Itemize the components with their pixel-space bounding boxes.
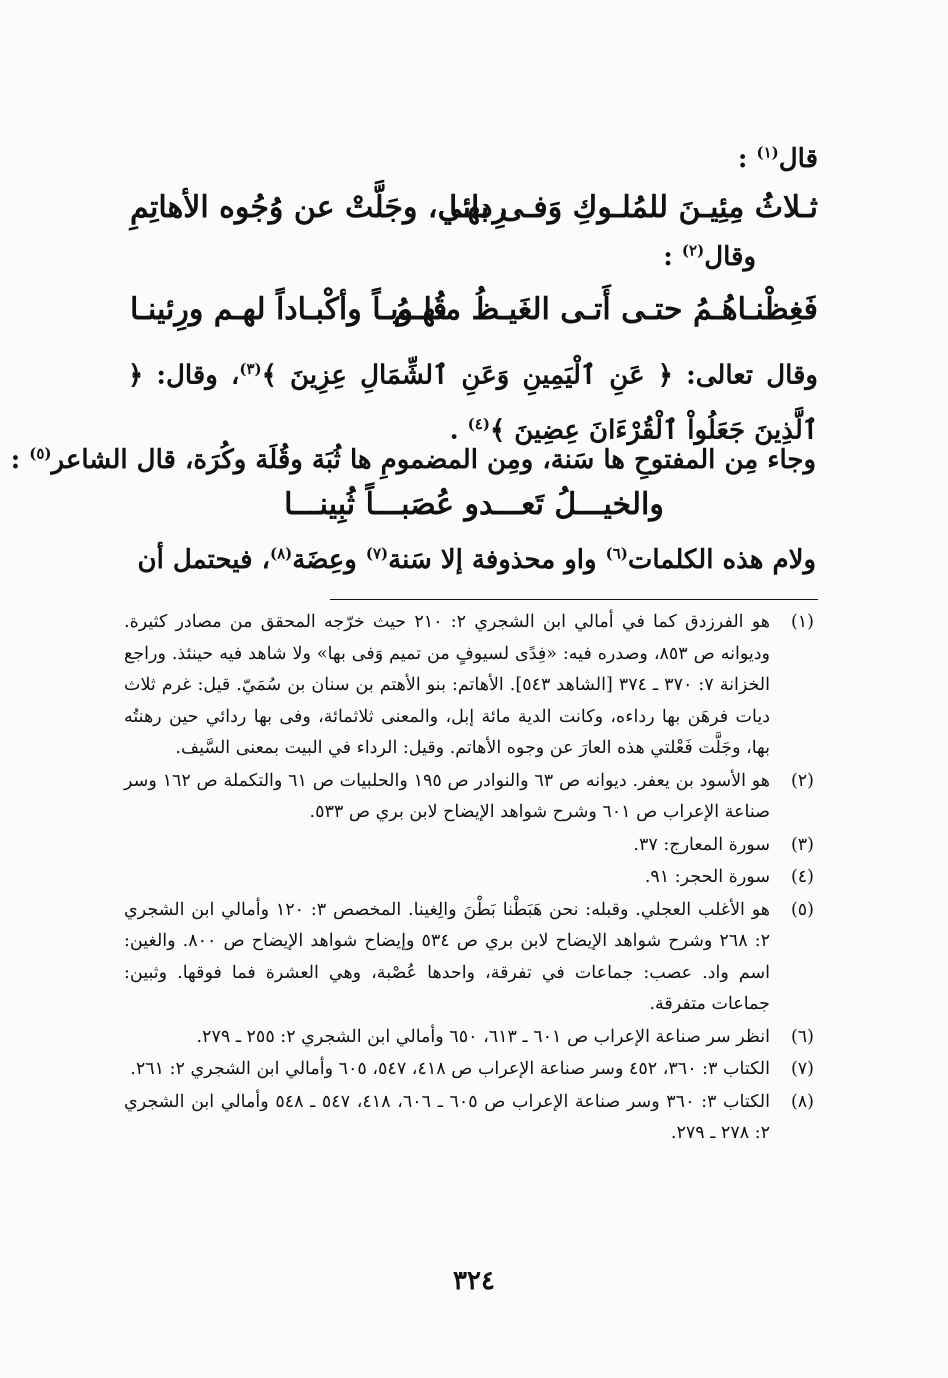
quran-tail: . bbox=[449, 415, 468, 446]
paragraph-1 bbox=[11, 444, 816, 477]
footnote-number: (٣) bbox=[790, 834, 814, 855]
footnote bbox=[124, 830, 814, 862]
footnote-number: (٤) bbox=[790, 867, 814, 887]
quran-text-a: وقال تعالى: ﴿ عَنِ ٱلْيَمِينِ وَعَنِ ٱلشِّمَالِ عِزِينَ ﴾ bbox=[261, 360, 818, 391]
footnote bbox=[124, 1087, 814, 1150]
footnote-ref: (٦) bbox=[605, 544, 628, 563]
verse-3 bbox=[0, 487, 948, 522]
footnote-number: (٧) bbox=[790, 1059, 814, 1079]
footnote-text: هو الفرزدق كما في أمالي ابن الشجري ٢: ٢١٠ حيث خرّجه المحقق من مصادر كثيرة. وديوانه ص ٨٥٣، وصدره فيه: «فِدًى لسيوفٍ من تميم وَفى بها» ولا شاهد فيه حينئذ. وراجع الخزانة ٧: ٣٧٠ ـ ٣٧٤ [الشاهد ٥٤٣]. الأهاتم: بنو الأهتم بن سنان بن سُمَيّ. قيل: غرم ثلاث ديات فرهَن بها رداءه، وكانت الدية مائة إبل، والمعنى ثلاثمائة، وفى بها ردائي حين رهنتُه بها، وجَلَّت فَعْلتي هذه العارَ عن وجوه الأهاتم. وقيل: الرداء في البيت بمعنى السَّيف. bbox=[124, 612, 771, 758]
intro-tail: : bbox=[663, 242, 682, 272]
paragraph-2 bbox=[138, 544, 816, 577]
footnote-text: انظر سر صناعة الإعراب ص ٦٠١ ـ ٦١٣، ٦٥٠ وأمالي ابن الشجري ٢: ٢٥٥ ـ ٢٧٩. bbox=[196, 1026, 770, 1047]
footnotes bbox=[124, 607, 814, 1151]
intro-tail: : bbox=[737, 144, 757, 174]
footnote bbox=[124, 862, 814, 894]
footnote bbox=[124, 766, 814, 829]
paragraph-text: وجاء مِن المفتوحِ ها سَنة، ومِن المضمومِ ها ثُبَة وقُلَة وكُرَة، قال الشاعر bbox=[51, 445, 816, 475]
paragraph-text-b: واو محذوفة إلا سَنة bbox=[388, 545, 606, 575]
footnote-ref: (٧) bbox=[365, 544, 389, 563]
footnote-text: الكتاب ٣: ٣٦٠، ٤٥٢ وسر صناعة الإعراب ص ٤١٨، ٥٤٧، ٦٠٥ وأمالي ابن الشجري ٢: ٢٦١. bbox=[130, 1059, 770, 1079]
footnote-number: (٥) bbox=[790, 899, 814, 920]
verse-1 bbox=[130, 190, 818, 230]
footnote-ref: (١) bbox=[756, 143, 779, 162]
footnote-text: هو الأسود بن يعفر. ديوانه ص ٦٣ والنوادر ص ١٩٥ والحلبيات ص ٦١ والتكملة ص ١٦٢ وسر صناعة الإعراب ص ٦٠١ وشرح شواهد الإيضاح لابن بري ص ٥٣٣. bbox=[124, 770, 771, 822]
footnote-number: (١) bbox=[790, 612, 814, 632]
quran-text-b: ، وقال: ﴿ ٱلَّذِينَ جَعَلُواْ ٱلْقُرْءَانَ عِضِينَ ﴾ bbox=[128, 360, 818, 446]
paragraph-tail: : bbox=[10, 445, 30, 475]
footnote-text: سورة المعارج: ٣٧. bbox=[633, 834, 770, 855]
page-number: ٣٢٤ bbox=[453, 1266, 495, 1296]
verse-hemistich-right: فَغِظْنـاهُـمُ حتـى أَتـى الغَيـظُ منهـمُ bbox=[393, 292, 818, 327]
footnote bbox=[124, 895, 814, 1021]
verse-hemistich-left: رِدائي، وجَلَّتْ عن وُجُوه الأهاتِمِ bbox=[130, 190, 508, 225]
footnote-text: الكتاب ٣: ٣٦٠ وسر صناعة الإعراب ص ٦٠٥ ـ ٦٠٦، ٤١٨، ٥٤٧ ـ ٥٤٨ وأمالي ابن الشجري ٢: ٢٧٨ ـ ٢٧٩. bbox=[124, 1091, 770, 1143]
footnote-separator bbox=[330, 599, 818, 600]
footnote-ref: (٤) bbox=[467, 414, 490, 433]
verse-2 bbox=[130, 292, 818, 332]
footnote-number: (٨) bbox=[790, 1091, 814, 1112]
verse-text: والخيـــلُ تَعـــدو عُصَبـــاً ثُبِينـــا bbox=[284, 487, 664, 522]
footnote bbox=[124, 1022, 814, 1054]
footnote-ref: (٨) bbox=[269, 544, 293, 563]
paragraph-text-d: ، فيحتمل أن bbox=[137, 545, 270, 575]
verse-hemistich-left: قُلـوبـاً وأكْبـاداً لهـم ورِئينـا bbox=[130, 292, 448, 327]
footnote-ref: (٣) bbox=[239, 360, 262, 378]
footnote-number: (٦) bbox=[790, 1026, 814, 1047]
intro-text: وقال bbox=[704, 242, 756, 272]
verse-hemistich-right: ثـلاثُ مِئِيـنَ للمُلـوكِ وَفـى بهـا bbox=[449, 190, 818, 225]
intro-line-2 bbox=[663, 241, 756, 274]
quran-paragraph bbox=[128, 345, 818, 454]
footnote-text: سورة الحجر: ٩١. bbox=[644, 867, 770, 887]
paragraph-text-a: ولام هذه الكلمات bbox=[627, 545, 816, 575]
intro-line-1 bbox=[738, 143, 818, 176]
footnote-ref: (٢) bbox=[681, 241, 705, 260]
footnote-ref: (٥) bbox=[29, 444, 52, 463]
footnote bbox=[124, 607, 814, 765]
footnote-text: هو الأغلب العجلي. وقبله: نحن هَبَطْنا بَطْنَ والِغينا. المخصص ٣: ١٢٠ وأمالي ابن الشجري ٢: ٢٦٨ وشرح شواهد الإيضاح لابن بري ص ٥٣٤ وإيضاح شواهد الإيضاح ص ٨٠٠. والغين: اسم واد. عصب: جماعات في تفرقة، واحدها عُصْبة، وهي العشرة فما فوقها. وثبين: جماعات متفرقة. bbox=[124, 899, 770, 1014]
intro-text: قال bbox=[778, 144, 818, 174]
footnote bbox=[124, 1054, 814, 1086]
paragraph-text-c: وعِضَة bbox=[292, 545, 366, 575]
footnote-number: (٢) bbox=[790, 770, 814, 791]
